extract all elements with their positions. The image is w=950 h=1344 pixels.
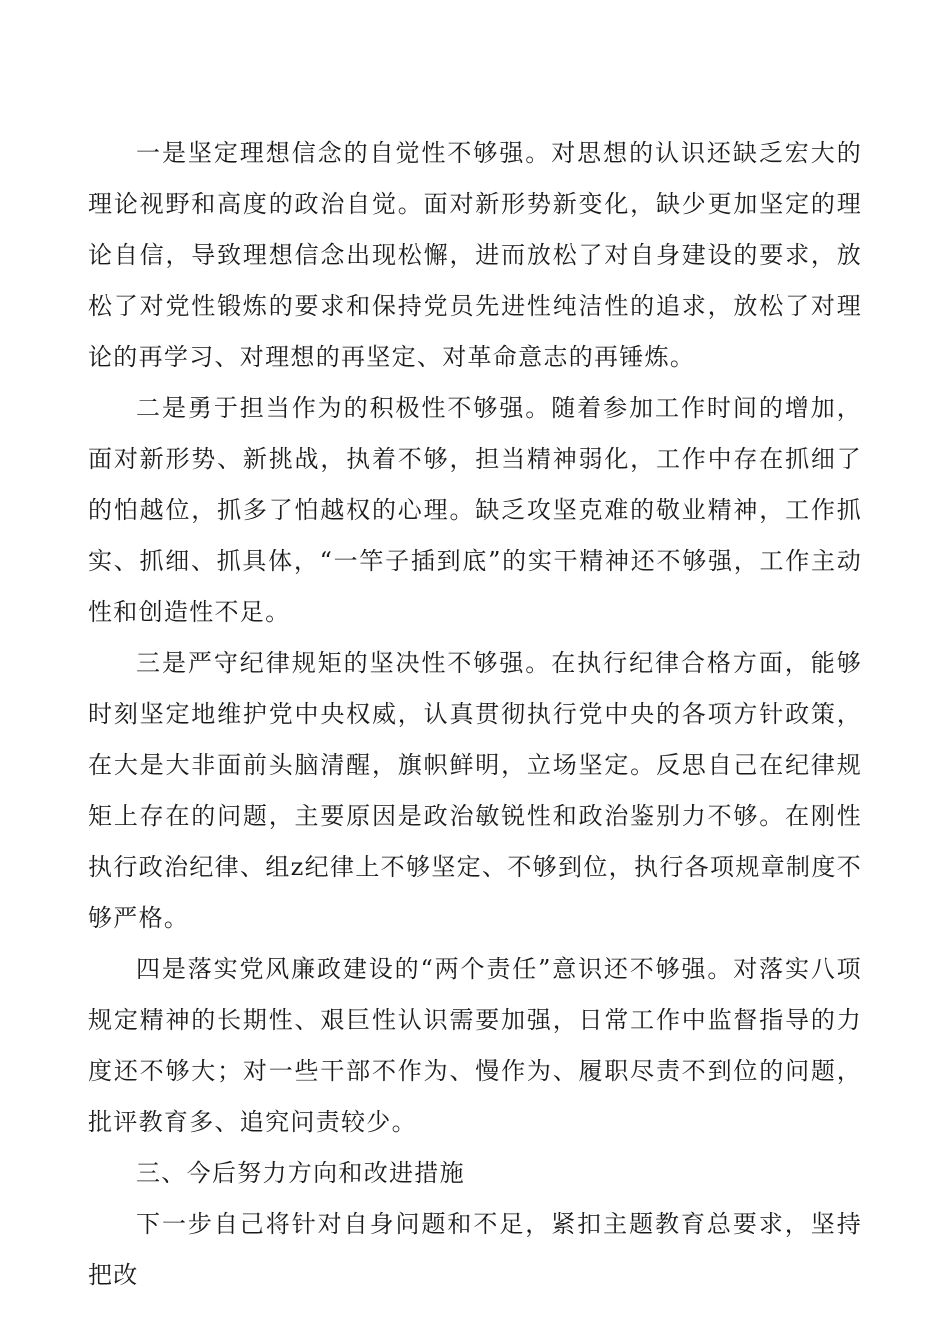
- section-heading-improvement: 三、今后努力方向和改进措施: [136, 1159, 465, 1187]
- paragraph-discipline: 三是严守纪律规矩的坚决性不够强。在执行纪律合格方面，能够时刻坚定地维护党中央权威，认真贯彻执行党中央的各项方针政策，在大是大非面前头脑清醒，旗帜鲜明，立场坚定。反思自己在纪律规矩上存在的问题，主要原因是政治敏锐性和政治鉴别力不够。在刚性执行政治纪律、组z纪律上不够坚定、不够到位，执行各项规章制度不够严格。: [88, 649, 862, 932]
- paragraph-ideals-conviction: 一是坚定理想信念的自觉性不够强。对思想的认识还缺乏宏大的理论视野和高度的政治自觉。面对新形势新变化，缺少更加坚定的理论自信，导致理想信念出现松懈，进而放松了对自身建设的要求，放松了对党性锻炼的要求和保持党员先进性纯洁性的追求，放松了对理论的再学习、对理想的再坚定、对革命意志的再锤炼。: [88, 139, 862, 371]
- document-body: [88, 128, 862, 1301]
- paragraph-two-responsibilities: 四是落实党风廉政建设的“两个责任”意识还不够强。对落实八项规定精神的长期性、艰巨性认识需要加强，日常工作中监督指导的力度还不够大；对一些干部不作为、慢作为、履职尽责不到位的问题，批评教育多、追究问责较少。: [88, 955, 862, 1136]
- paragraph-responsibility: 二是勇于担当作为的积极性不够强。随着参加工作时间的增加，面对新形势、新挑战，执着不够，担当精神弱化，工作中存在抓细了的怕越位，抓多了怕越权的心理。缺乏攻坚克难的敬业精神，工作抓实、抓细、抓具体，“一竿子插到底”的实干精神还不够强，工作主动性和创造性不足。: [88, 394, 862, 626]
- paragraph-next-steps: 下一步自己将针对自身问题和不足，紧扣主题教育总要求，坚持把改: [88, 1210, 862, 1289]
